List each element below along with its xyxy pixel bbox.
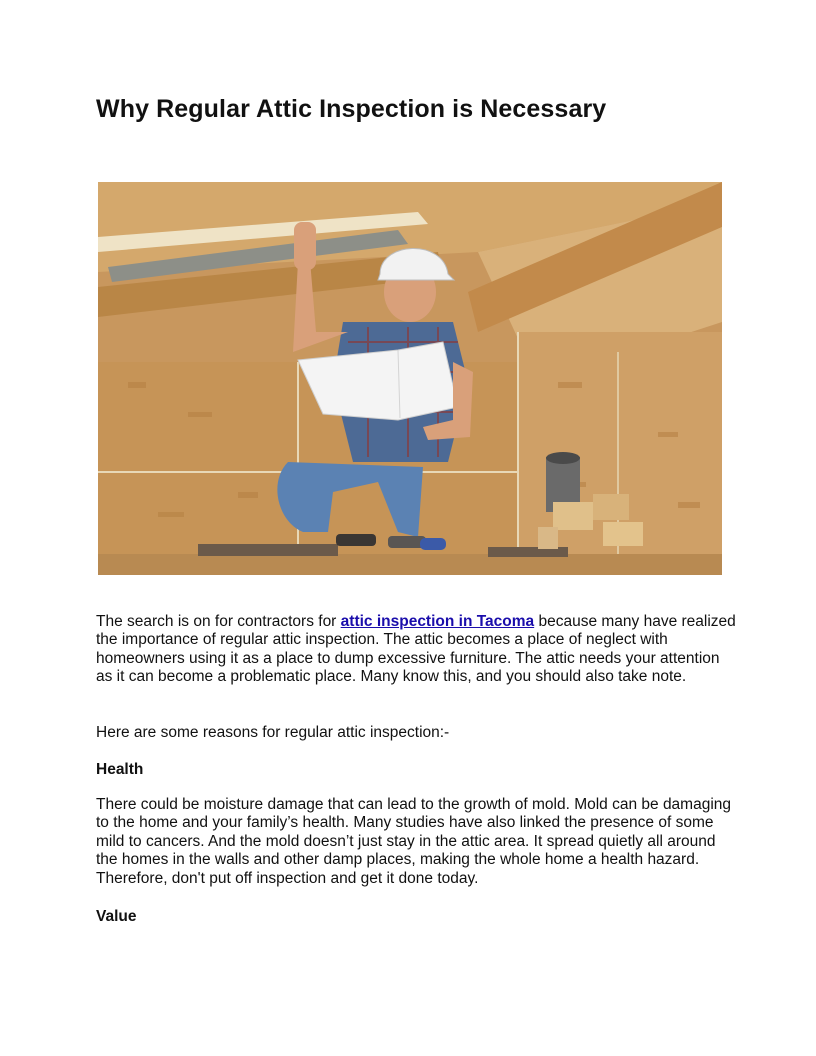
attic-inspection-link[interactable]: attic inspection in Tacoma <box>340 613 535 630</box>
intro-paragraph <box>96 613 736 687</box>
page-title: Why Regular Attic Inspection is Necessary <box>96 95 607 123</box>
health-paragraph: There could be moisture damage that can lead to the growth of mold. Mold can be damaging to the home and your family’s health. Many studies have also linked the presence of some mild to cancers. And the mold doesn’t just stay in the attic area. It spread quietly all around the homes in the walls and other damp places, making the whole home a health hazard. Therefore, don't put off inspection and get it done today. <box>96 796 732 887</box>
intro-text-after: because many have realized the importance of regular attic inspection. The attic becomes a place of neglect with homeowners using it as a place to dump excessive furniture. The attic needs your attention as it can become a problematic place. Many know this, and you should also take note. <box>96 613 736 686</box>
intro-text-before: The search is on for contractors for <box>96 613 341 630</box>
reasons-intro-paragraph: Here are some reasons for regular attic inspection:- <box>96 724 450 741</box>
health-heading: Health <box>96 761 144 778</box>
value-heading: Value <box>96 908 137 925</box>
attic-inspection-photo <box>98 182 722 575</box>
